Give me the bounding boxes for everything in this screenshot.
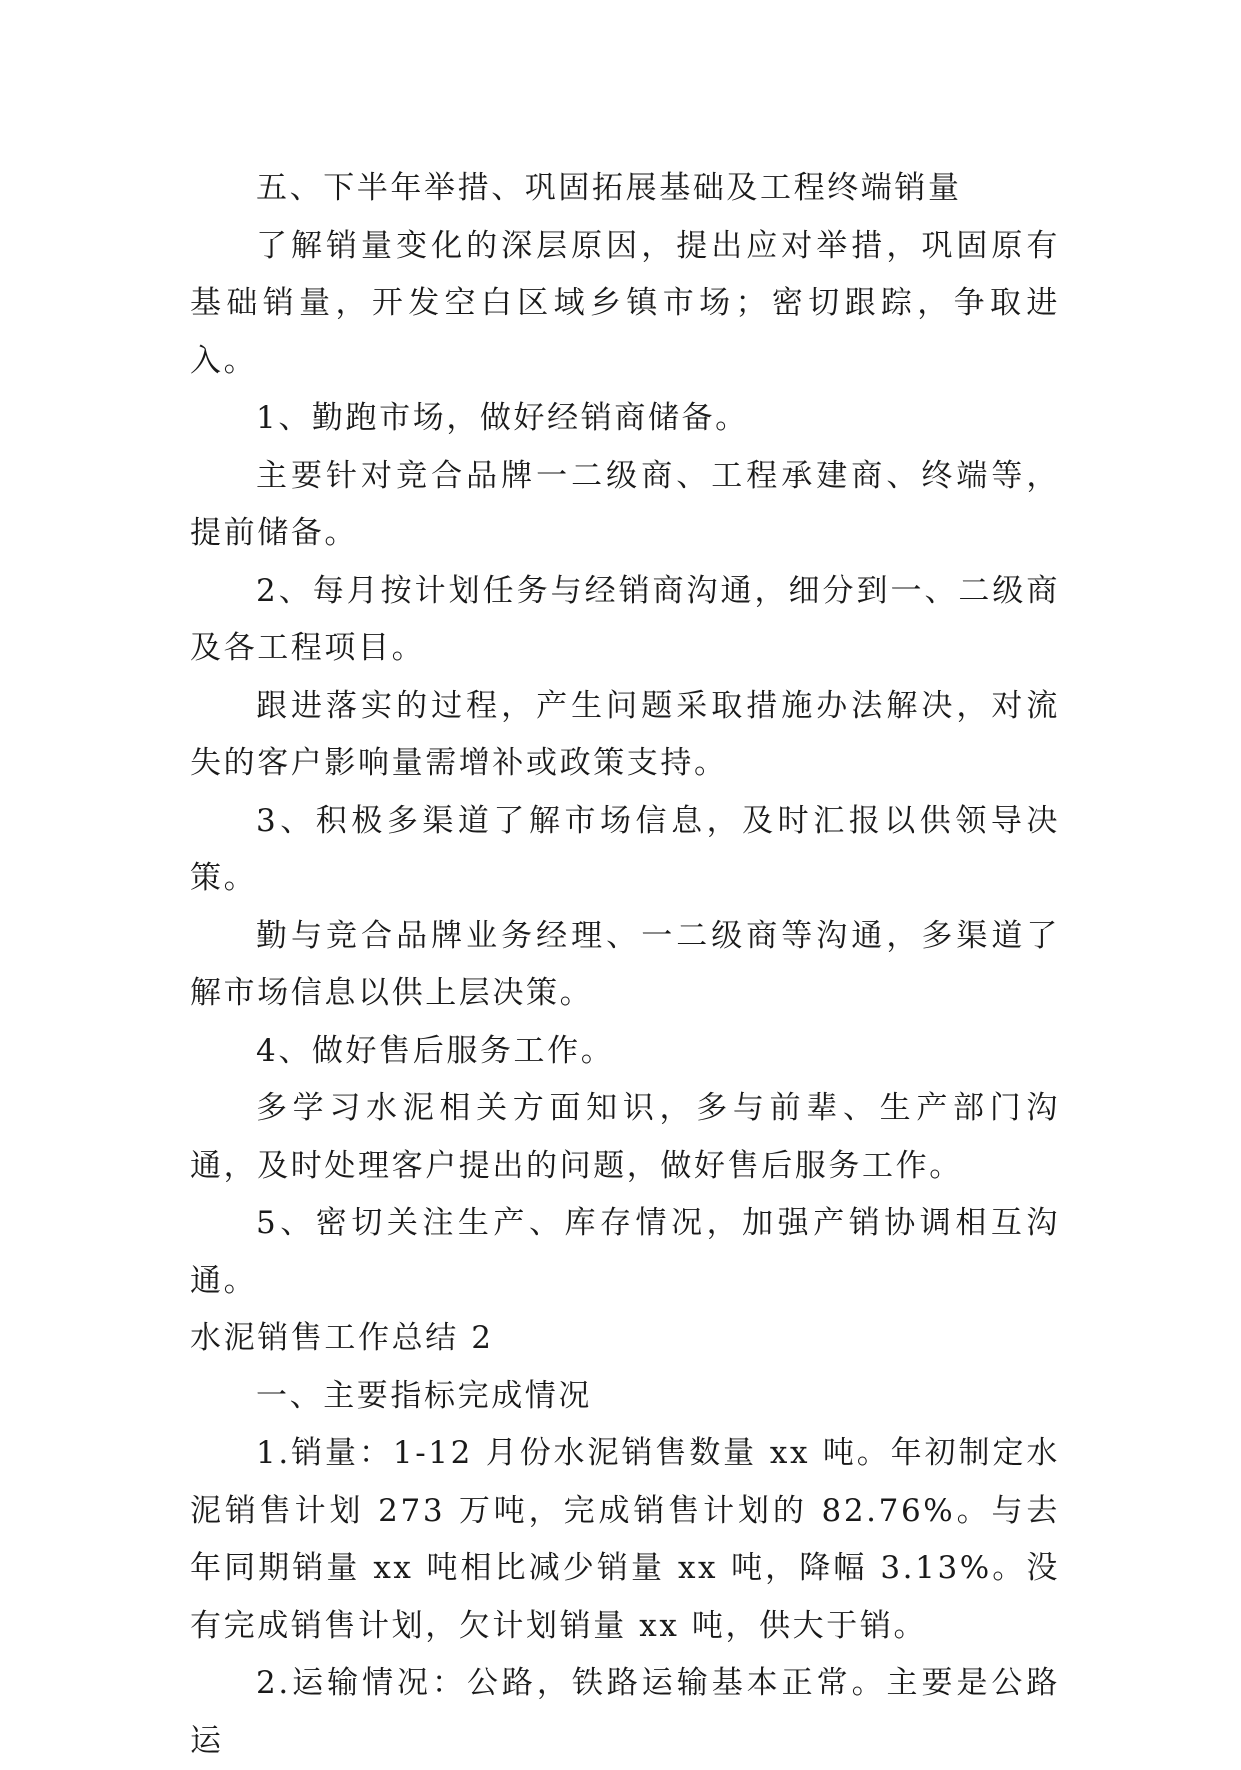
document-title-summary-2: 水泥销售工作总结 2 (190, 1320, 494, 1356)
paragraph-item-3-detail: 勤与竞合品牌业务经理、一二级商等沟通，多渠道了解市场信息以供上层决策。 (190, 917, 1060, 1011)
paragraph-item-4-detail: 多学习水泥相关方面知识，多与前辈、生产部门沟通，及时处理客户提出的问题，做好售后服务工作。 (190, 1090, 1060, 1184)
paragraph-item-1-detail: 主要针对竞合品牌一二级商、工程承建商、终端等，提前储备。 (190, 457, 1060, 551)
list-item-1: 1、勤跑市场，做好经销商储备。 (256, 400, 749, 436)
paragraph-overview: 了解销量变化的深层原因，提出应对举措，巩固原有基础销量，开发空白区域乡镇市场；密切跟踪，争取进入。 (190, 227, 1060, 379)
list-item-4: 4、做好售后服务工作。 (256, 1032, 615, 1069)
paragraph-sales-volume: 1.销量：1-12 月份水泥销售数量 xx 吨。年初制定水泥销售计划 273 万吨，完成销售计划的 82.76%。与去年同期销量 xx 吨相比减少销量 xx 吨，降幅 3.13%。没有完成销售计划，欠计划销量 xx 吨，供大于销。 (190, 1435, 1060, 1644)
paragraph-item-2-detail: 跟进落实的过程，产生问题采取措施办法解决，对流失的客户影响量需增补或政策支持。 (190, 687, 1060, 781)
section-heading-one: 一、主要指标完成情况 (256, 1377, 592, 1414)
section-heading-five: 五、下半年举措、巩固拓展基础及工程终端销量 (256, 170, 962, 206)
list-item-2: 2、每月按计划任务与经销商沟通，细分到一、二级商及各工程项目。 (190, 572, 1060, 666)
document-body (190, 160, 1060, 1770)
list-item-3: 3、积极多渠道了解市场信息，及时汇报以供领导决策。 (190, 802, 1060, 896)
paragraph-transport: 2.运输情况：公路，铁路运输基本正常。主要是公路运 (190, 1665, 1060, 1759)
list-item-5: 5、密切关注生产、库存情况，加强产销协调相互沟通。 (190, 1205, 1060, 1299)
